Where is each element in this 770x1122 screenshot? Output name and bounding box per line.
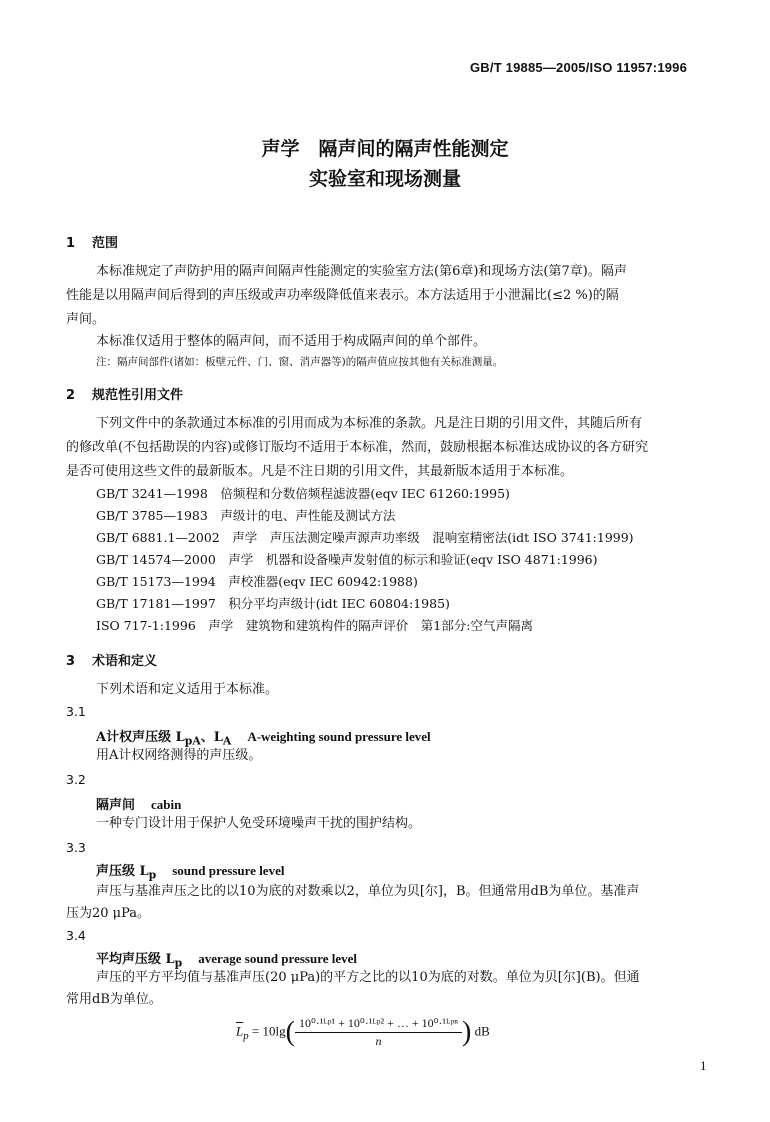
paragraph-line: 声间。 (66, 312, 106, 327)
term-definition: 声压的平方平均值与基准声压(20 μPa)的平方之比的以10为底的对数。单位为贝[尔](B)。但通 (96, 970, 640, 985)
term-definition: 用A计权网络测得的声压级。 (96, 748, 262, 763)
term-zh: A计权声压级 L (96, 730, 185, 745)
left-paren: ( (285, 1016, 295, 1048)
right-paren: ) (461, 1016, 472, 1048)
title-line-1: 声学 隔声间的隔声性能测定 (261, 138, 509, 160)
term-en: cabin (151, 797, 182, 812)
term-zh: 平均声压级 L (96, 952, 175, 967)
average-spl-formula (236, 1016, 490, 1049)
reference-item: GB/T 14574—2000 声学 机器和设备噪声发射值的标示和验证(eqv ISO 4871:1996) (96, 552, 598, 567)
standard-code: GB/T 19885—2005/ISO 11957:1996 (470, 60, 688, 75)
term-symbol: pA (184, 734, 201, 748)
paragraph-line: 下列术语和定义适用于本标准。 (96, 682, 279, 697)
formula-eq: = 10lg (248, 1023, 286, 1039)
formula-lhs: $\overline{L}$ (236, 1023, 244, 1039)
term-en: sound pressure level (172, 863, 285, 878)
reference-item: GB/T 6881.1—2002 声学 声压法测定噪声源声功率级 混响室精密法(idt ISO 3741:1999) (96, 530, 634, 545)
formula-unit: dB (474, 1023, 490, 1039)
term-zh: 声压级 L (96, 864, 149, 879)
section-number: 2 (66, 388, 76, 403)
term-en: average sound pressure level (198, 951, 358, 966)
reference-item: GB/T 3785—1983 声级计的电、声性能及测试方法 (96, 508, 396, 523)
reference-item: ISO 717-1:1996 声学 建筑物和建筑构件的隔声评价 第1部分:空气声隔离 (96, 618, 533, 633)
section-3-heading (66, 650, 157, 669)
title-line-2: 实验室和现场测量 (308, 168, 461, 190)
term-symbol: p (174, 956, 183, 970)
paragraph-line: 本标准规定了声防护用的隔声间隔声性能测定的实验室方法(第6章)和现场方法(第7章)。隔声 (96, 264, 627, 279)
clause-number: 3.1 (66, 704, 86, 719)
clause-number: 3.4 (66, 928, 86, 943)
formula-fraction (295, 1016, 462, 1049)
term-definition: 声压与基准声压之比的以10为底的对数乘以2，单位为贝[尔]，B。但通常用dB为单位。基准声 (96, 884, 640, 899)
note: 注：隔声间部件(诸如：板壁元件、门、窗、消声器等)的隔声值应按其他有关标准测量。 (96, 356, 504, 368)
section-title: 规范性引用文件 (92, 388, 184, 403)
clause-number: 3.3 (66, 840, 86, 855)
paragraph-line: 是否可使用这些文件的最新版本。凡是不注日期的引用文件，其最新版本适用于本标准。 (66, 464, 574, 479)
term-definition: 常用dB为单位。 (66, 992, 162, 1007)
paragraph-line: 性能是以用隔声间后得到的声压级或声功率级降低值来表示。本方法适用于小泄漏比(≤2 %)的隔 (66, 288, 619, 303)
section-number: 3 (66, 654, 76, 669)
term-heading (96, 860, 284, 882)
reference-item: GB/T 17181—1997 积分平均声级计(idt IEC 60804:1985) (96, 596, 450, 611)
term-definition: 压为20 μPa。 (66, 906, 151, 921)
section-2-heading (66, 384, 183, 403)
section-1-heading (66, 232, 118, 251)
term-definition: 一种专门设计用于保护人免受环境噪声干扰的围护结构。 (96, 816, 422, 831)
formula-lhs-sub: p (243, 1030, 249, 1043)
term-symbol: p (148, 868, 157, 882)
term-sep: 、L (200, 730, 223, 745)
paragraph-line: 下列文件中的条款通过本标准的引用而成为本标准的条款。凡是注日期的引用文件，其随后所有 (96, 416, 643, 431)
term-heading (96, 794, 181, 813)
section-title: 术语和定义 (92, 654, 158, 669)
paragraph-line: 本标准仅适用于整体的隔声间，而不适用于构成隔声间的单个部件。 (96, 334, 487, 349)
reference-item: GB/T 3241—1998 倍频程和分数倍频程滤波器(eqv IEC 61260:1995) (96, 486, 510, 501)
section-number: 1 (66, 236, 76, 251)
paragraph-line: 的修改单(不包括勘误的内容)或修订版均不适用于本标准，然而，鼓励根据本标准达成协议的各方研究 (66, 440, 649, 455)
term-symbol: A (222, 734, 232, 748)
term-zh: 隔声间 (96, 798, 136, 813)
term-en: A-weighting sound pressure level (247, 729, 431, 744)
section-title: 范围 (92, 236, 119, 251)
page-number: 1 (700, 1058, 707, 1073)
clause-number: 3.2 (66, 772, 86, 787)
reference-item: GB/T 15173—1994 声校准器(eqv IEC 60942:1988) (96, 574, 418, 589)
formula-numerator: 10⁰·¹ᴸᵖ¹ + 10⁰·¹ᴸᵖ² + … + 10⁰·¹ᴸᵖⁿ (295, 1016, 462, 1033)
formula-denominator: n (375, 1034, 382, 1048)
